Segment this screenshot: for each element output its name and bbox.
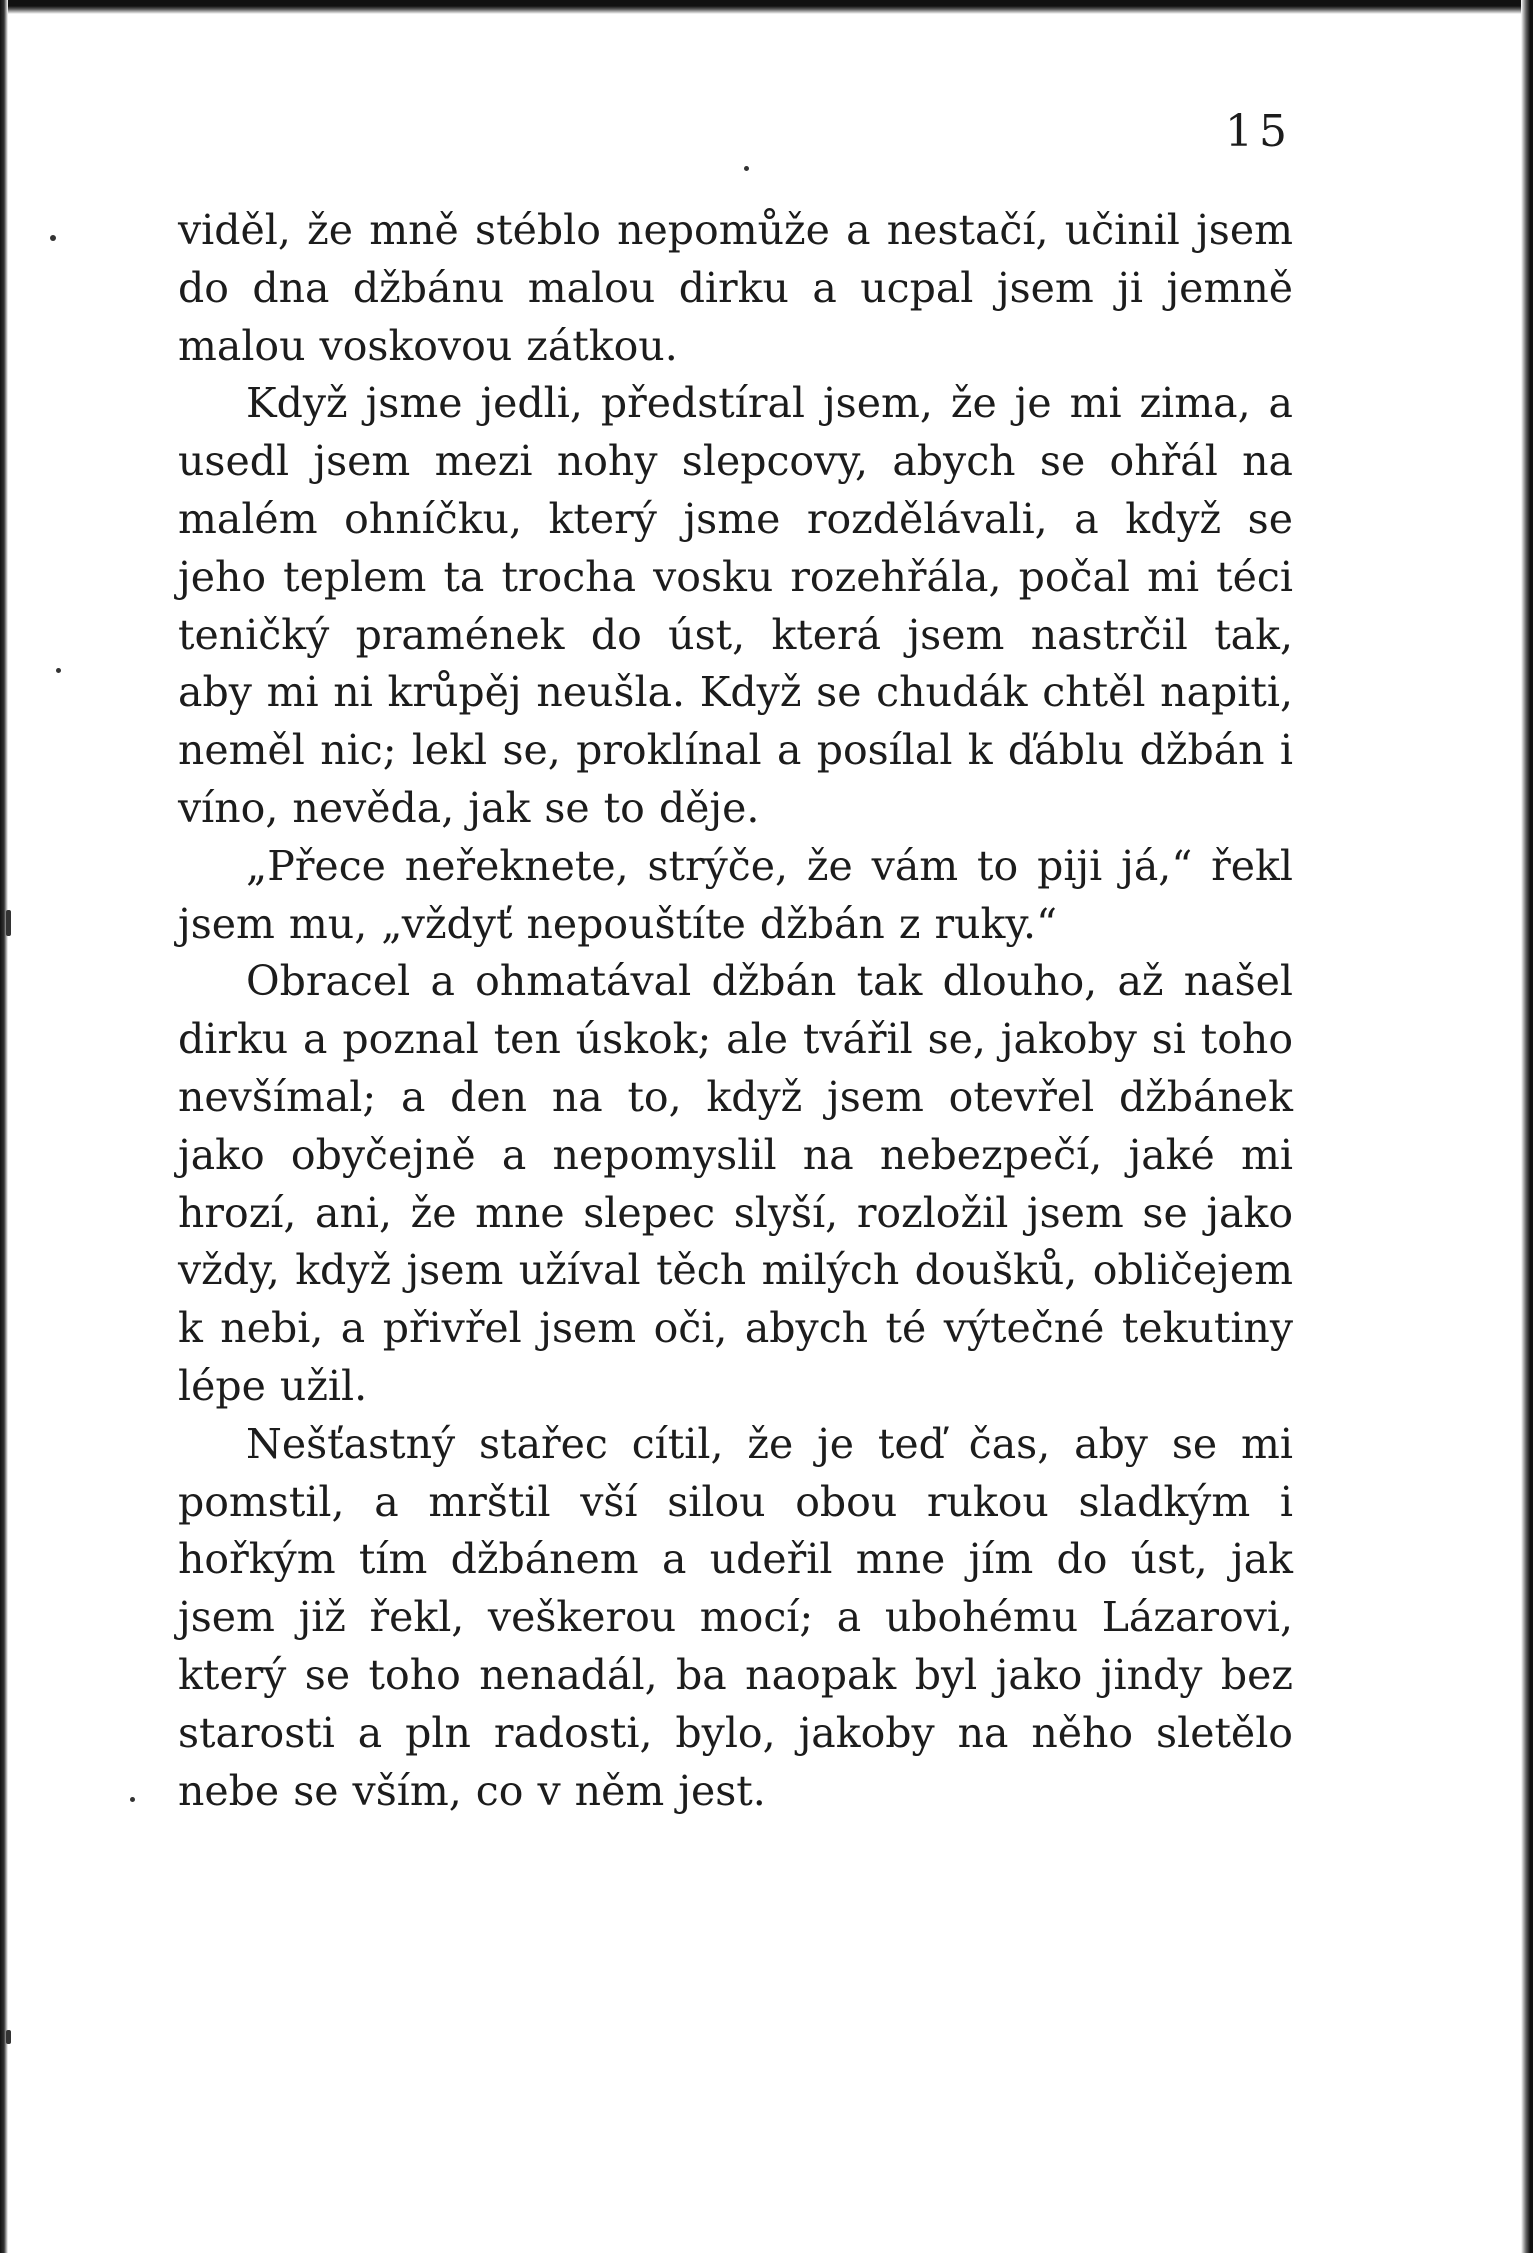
scan-edge-left <box>0 0 8 2253</box>
paragraph: „Přece neřeknete, strýče, že vám to piji já,“ řekl jsem mu, „vždyť nepouštíte džbán z ruky.“ <box>178 841 1293 948</box>
scan-edge-right <box>1521 0 1533 2253</box>
page-number: 15 <box>1225 106 1293 157</box>
paragraph: Nešťastný stařec cítil, že je teď čas, aby se mi pomstil, a mrštil vší silou obou rukou sladkým i hořkým tím džbánem a udeřil mne jím do úst, jak jsem již řekl, veškerou mocí; a ubohému Lázarovi, který se toho nenadál, ba naopak byl jako jindy bez starosti a pln radosti, bylo, jakoby na něho sletělo nebe se vším, co v něm jest. <box>178 1419 1293 1815</box>
body-text <box>178 202 1293 1820</box>
scan-speck <box>130 1797 135 1802</box>
scan-edge-top <box>0 0 1533 14</box>
scan-speck <box>6 910 11 936</box>
paragraph: Když jsme jedli, předstíral jsem, že je mi zima, a usedl jsem mezi nohy slepcovy, abych se ohřál na malém ohníčku, který jsme rozdělávali, a když se jeho teplem ta trocha vosku rozehřála, počal mi téci teničký pramének do úst, která jsem nastrčil tak, aby mi ni krůpěj neušla. Když se chudák chtěl napiti, neměl nic; lekl se, proklínal a posílal k ďáblu džbán i víno, nevěda, jak se to děje. <box>178 379 1293 832</box>
paragraph: Obracel a ohmatával džbán tak dlouho, až našel dirku a poznal ten úskok; ale tvářil se, jakoby si toho nevšímal; a den na to, když jsem otevřel džbánek jako obyčejně a nepomyslil na nebezpečí, jaké mi hrozí, ani, že mne slepec slyší, rozložil jsem se jako vždy, když jsem užíval těch milých doušků, obličejem k nebi, a přivřel jsem oči, abych té výtečné tekutiny lépe užil. <box>178 957 1293 1410</box>
scan-speck <box>50 235 56 241</box>
scan-speck <box>56 668 61 673</box>
scan-speck <box>6 2030 11 2044</box>
scan-speck <box>744 166 749 171</box>
paragraph: viděl, že mně stéblo nepomůže a nestačí, učinil jsem do dna džbánu malou dirku a ucpal jsem ji jemně malou voskovou zátkou. <box>178 206 1293 370</box>
